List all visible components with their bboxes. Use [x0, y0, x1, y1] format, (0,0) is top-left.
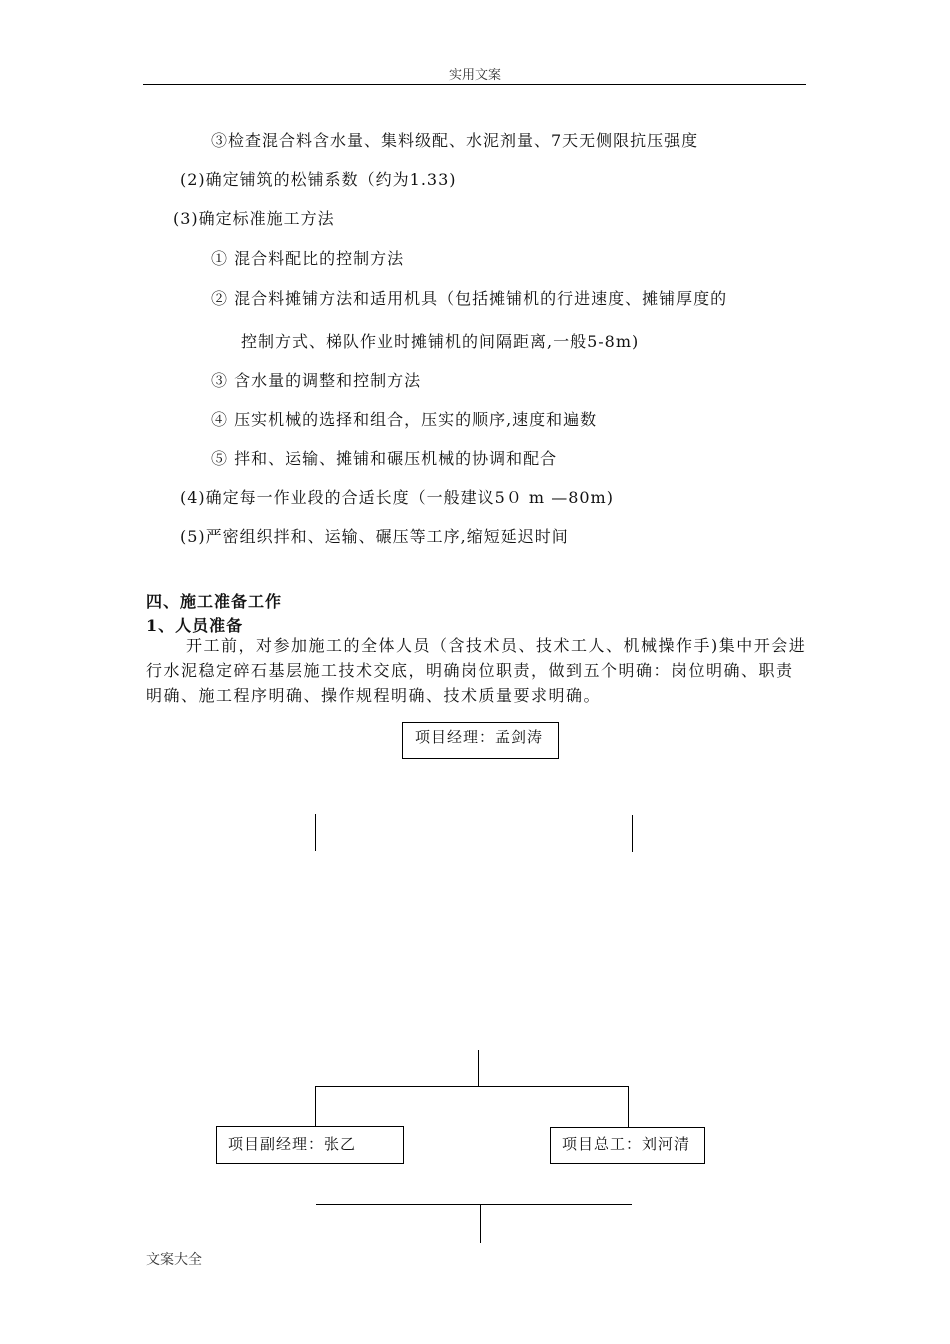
item-section-length: (4)确定每一作业段的合适长度（一般建议5０ m —80m): [180, 488, 614, 507]
item-loose-coefficient: (2)确定铺筑的松铺系数（约为1.33): [180, 170, 457, 189]
page-footer-text: 文案大全: [146, 1252, 202, 1268]
org-chief-engineer-label: 项目总工：刘河清: [562, 1135, 691, 1153]
item-compaction: ④ 压实机械的选择和组合，压实的顺序,速度和遍数: [211, 410, 598, 429]
connector-top-stem: [478, 1050, 479, 1086]
paragraph-text: 开工前，对参加施工的全体人员（含技术员、技术工人、机械操作手)集中开会进行水泥稳定碎石基层施工技术交底，明确岗位职责，做到五个明确：岗位明确、职责明确、施工程序明确、操作规程明确、技术质量要求明确。: [146, 636, 807, 705]
section-subtitle: 1、人员准备: [146, 616, 244, 635]
item-paving-method-cont: 控制方式、梯队作业时摊铺机的间隔距离,一般5-8m): [241, 332, 640, 351]
item-paving-method: ② 混合料摊铺方法和适用机具（包括摊铺机的行进速度、摊铺厚度的: [211, 289, 728, 308]
header-divider: [143, 84, 806, 85]
connector-drop-right: [628, 1086, 629, 1127]
org-box-manager: [402, 722, 559, 759]
connector-drop-left: [315, 1086, 316, 1126]
item-organize: (5)严密组织拌和、运输、碾压等工序,缩短延迟时间: [180, 527, 569, 546]
connector-horizontal-bar: [315, 1086, 629, 1087]
section-paragraph: [146, 633, 810, 708]
connector-right-vertical: [632, 815, 633, 852]
section-title: 四、施工准备工作: [146, 592, 283, 611]
connector-bottom-stem: [480, 1205, 481, 1243]
item-check-mix: ③检查混合料含水量、集料级配、水泥剂量、7天无侧限抗压强度: [211, 131, 699, 150]
item-coordination: ⑤ 拌和、运输、摊铺和碾压机械的协调和配合: [211, 449, 558, 468]
org-box-chief-engineer: [550, 1127, 705, 1164]
item-mix-ratio: ① 混合料配比的控制方法: [211, 249, 405, 268]
connector-bottom-bar: [316, 1204, 632, 1205]
org-box-deputy: [216, 1126, 404, 1164]
item-moisture-control: ③ 含水量的调整和控制方法: [211, 371, 422, 390]
item-standard-method: (3)确定标准施工方法: [173, 209, 335, 228]
page-header-title: 实用文案: [448, 68, 501, 83]
connector-left-vertical: [315, 814, 316, 851]
org-deputy-label: 项目副经理：张乙: [228, 1135, 357, 1153]
org-manager-label: 项目经理：孟剑涛: [415, 728, 544, 746]
